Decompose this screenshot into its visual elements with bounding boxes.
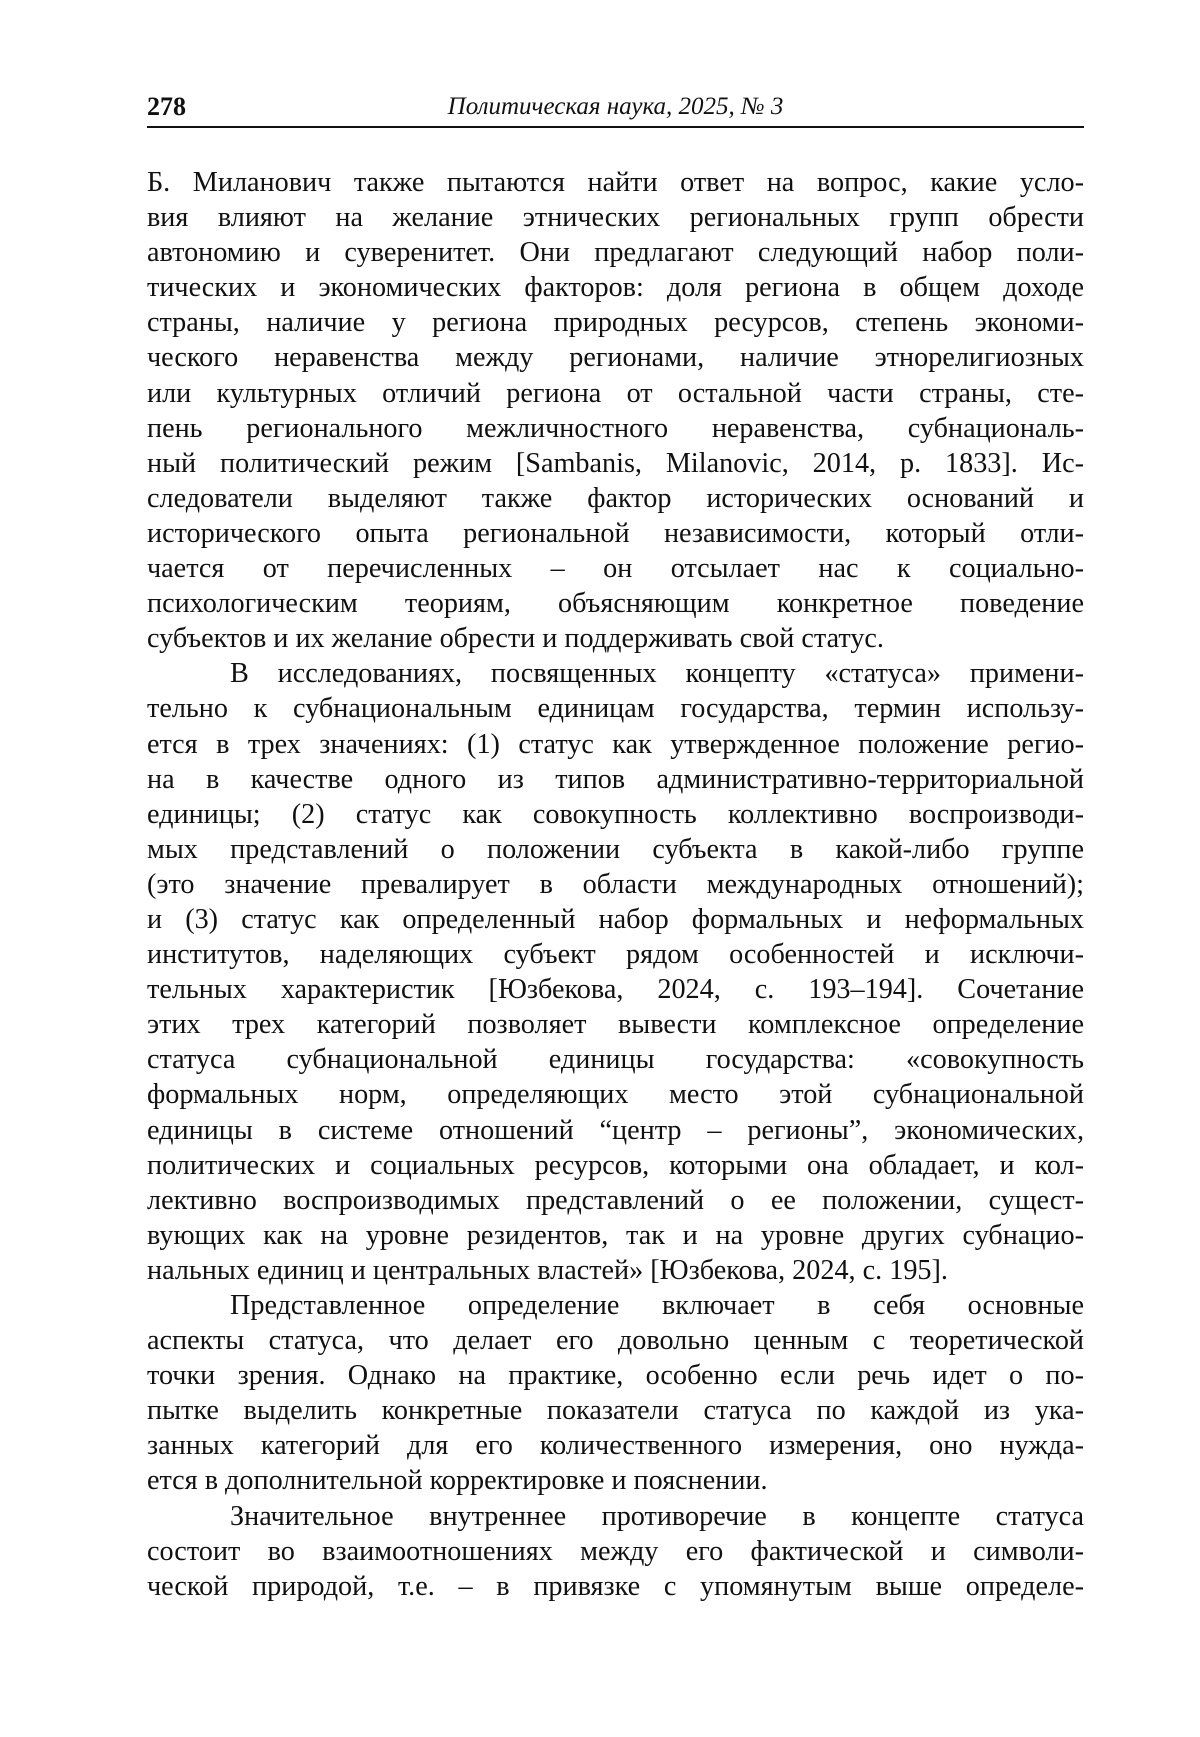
text-line: чается от перечисленных – он отсылает нас к социально- [147, 551, 1084, 586]
paragraph [147, 1288, 1084, 1499]
page-number: 278 [147, 92, 186, 122]
text-line: этих трех категорий позволяет вывести комплексное определение [147, 1007, 1084, 1042]
text-line: тельно к субнациональным единицам государства, термин использу- [147, 691, 1084, 726]
text-line: точки зрения. Однако на практике, особенно если речь идет о по- [147, 1358, 1084, 1393]
text-line: психологическим теориям, объясняющим конкретное поведение [147, 586, 1084, 621]
text-line: (это значение превалирует в области международных отношений); [147, 867, 1084, 902]
running-head: Политическая наука, 2025, № 3 [147, 92, 1084, 122]
text-line: ется в трех значениях: (1) статус как утвержденное положение регио- [147, 727, 1084, 762]
text-line: институтов, наделяющих субъект рядом особенностей и исключи- [147, 937, 1084, 972]
text-line: состоит во взаимоотношениях между его фактической и символи- [147, 1534, 1084, 1569]
text-line: тических и экономических факторов: доля региона в общем доходе [147, 270, 1084, 305]
text-line: аспекты статуса, что делает его довольно ценным с теоретической [147, 1323, 1084, 1358]
text-line: и (3) статус как определенный набор формальных и неформальных [147, 902, 1084, 937]
text-line: В исследованиях, посвященных концепту «статуса» примени- [147, 656, 1084, 691]
text-line: ный политический режим [Sambanis, Milanovic, 2014, p. 1833]. Ис- [147, 446, 1084, 481]
text-line: исторического опыта региональной независимости, который отли- [147, 516, 1084, 551]
text-line: формальных норм, определяющих место этой субнациональной [147, 1077, 1084, 1112]
text-line: вия влияют на желание этнических региональных групп обрести [147, 200, 1084, 235]
text-line: на в качестве одного из типов административно-территориальной [147, 762, 1084, 797]
text-line: ческого неравенства между регионами, наличие этнорелигиозных [147, 340, 1084, 375]
text-line: Представленное определение включает в себя основные [147, 1288, 1084, 1323]
text-line: занных категорий для его количественного измерения, оно нужда- [147, 1428, 1084, 1463]
text-line: статуса субнациональной единицы государства: «совокупность [147, 1042, 1084, 1077]
text-line: единицы в системе отношений “центр – регионы”, экономических, [147, 1113, 1084, 1148]
page-header [147, 92, 1084, 128]
text-line: автономию и суверенитет. Они предлагают следующий набор поли- [147, 235, 1084, 270]
text-line: субъектов и их желание обрести и поддерживать свой статус. [147, 621, 1084, 656]
paragraph [147, 1499, 1084, 1604]
text-line: ческой природой, т.е. – в привязке с упомянутым выше определе- [147, 1569, 1084, 1604]
text-line: ется в дополнительной корректировке и пояснении. [147, 1463, 1084, 1498]
text-line: мых представлений о положении субъекта в какой-либо группе [147, 832, 1084, 867]
text-line: или культурных отличий региона от остальной части страны, сте- [147, 376, 1084, 411]
paragraph [147, 165, 1084, 656]
text-line: страны, наличие у региона природных ресурсов, степень экономи- [147, 305, 1084, 340]
text-line: пытке выделить конкретные показатели статуса по каждой из ука- [147, 1393, 1084, 1428]
text-line: следователи выделяют также фактор исторических оснований и [147, 481, 1084, 516]
text-line: политических и социальных ресурсов, которыми она обладает, и кол- [147, 1148, 1084, 1183]
text-line: пень регионального межличностного неравенства, субнациональ- [147, 411, 1084, 446]
text-line: Б. Миланович также пытаются найти ответ на вопрос, какие усло- [147, 165, 1084, 200]
body-text [147, 165, 1084, 1604]
paragraph [147, 656, 1084, 1288]
text-line: вующих как на уровне резидентов, так и на уровне других субнацио- [147, 1218, 1084, 1253]
text-line: Значительное внутреннее противоречие в концепте статуса [147, 1499, 1084, 1534]
text-line: единицы; (2) статус как совокупность коллективно воспроизводи- [147, 797, 1084, 832]
text-line: нальных единиц и центральных властей» [Юзбекова, 2024, с. 195]. [147, 1253, 1084, 1288]
text-line: тельных характеристик [Юзбекова, 2024, с. 193–194]. Сочетание [147, 972, 1084, 1007]
text-line: лективно воспроизводимых представлений о ее положении, сущест- [147, 1183, 1084, 1218]
